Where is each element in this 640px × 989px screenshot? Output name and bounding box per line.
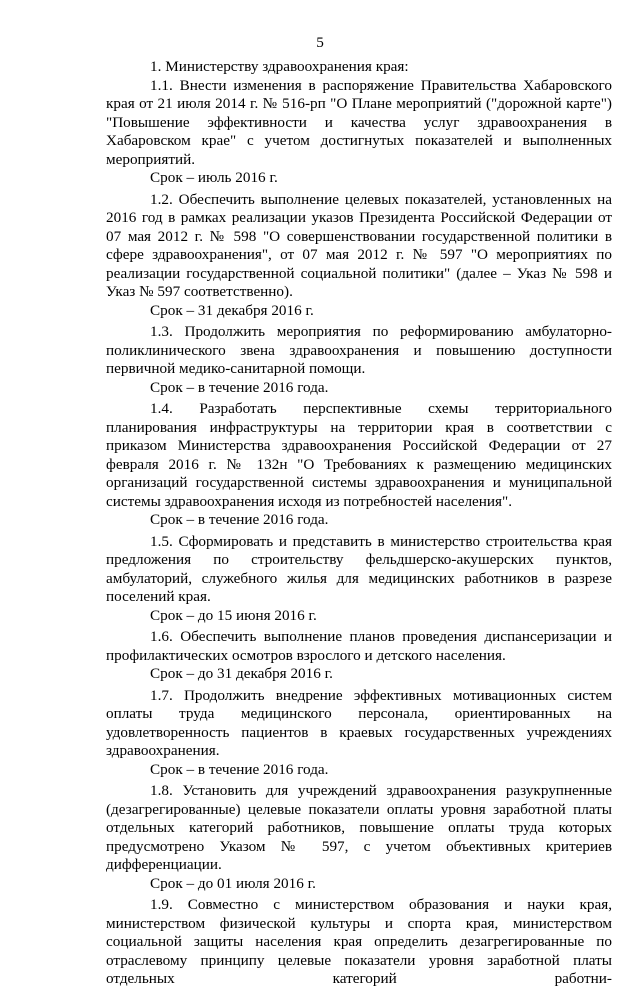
deadline-line: Срок – до 15 июня 2016 г.: [150, 606, 317, 624]
paragraph: 1.5. Сформировать и представить в министерство строительства края предложения по строительству фельдшерско-акушерских пунктов, амбулаторий, служебного жилья для медицинских работников в разрезе поселений края.: [106, 532, 612, 605]
paragraph: 1.2. Обеспечить выполнение целевых показателей, установленных на 2016 год в рамках реализации указов Президента Российской Федерации от 07 мая 2012 г. № 598 "О совершенствовании государственной политики в сфере здравоохранения", от 07 мая 2012 г. № 597 "О мероприятиях по реализации государственной социальной политики" (далее – Указ № 598 и Указ № 597 соответственно).: [106, 190, 612, 300]
deadline-line: Срок – в течение 2016 года.: [150, 378, 329, 396]
paragraph: 1.1. Внести изменения в распоряжение Правительства Хабаровского края от 21 июля 2014 г. № 516-рп "О Плане мероприятий ("дорожной карте") "Повышение эффективности и качества услуг здравоохранения в Хабаровском крае" с учетом достигнутых показателей и выполненных мероприятий.: [106, 76, 612, 168]
paragraph: 1. Министерству здравоохранения края:: [150, 58, 409, 75]
deadline-line: Срок – в течение 2016 года.: [150, 511, 329, 528]
deadline-line: Срок – до 31 декабря 2016 г.: [150, 665, 333, 682]
deadline-line: Срок – 31 декабря 2016 г.: [150, 301, 314, 319]
paragraph: 1.6. Обеспечить выполнение планов проведения диспансеризации и профилактических осмотров взрослого и детского населения.: [106, 628, 612, 664]
deadline-line: Срок – июль 2016 г.: [150, 169, 278, 186]
page-number: 5: [316, 34, 324, 51]
paragraph: 1.4. Разработать перспективные схемы территориального планирования инфраструктуры на территории края в соответствии с приказом Министерства здравоохранения Российской Федерации от 27 февраля 2016 г. № 132н "О Требованиях к размещению медицинских организаций государственной системы здравоохранения и муниципальной системы здравоохранения исходя из потребностей населения".: [106, 400, 612, 510]
paragraph: 1.7. Продолжить внедрение эффективных мотивационных систем оплаты труда медицинского персонала, ориентированных на удовлетворенность пациентов в краевых государственных учреждениях здравоохранения.: [106, 686, 612, 759]
deadline-line: Срок – до 01 июля 2016 г.: [150, 874, 316, 892]
deadline-line: Срок – в течение 2016 года.: [150, 760, 329, 778]
paragraph: 1.3. Продолжить мероприятия по реформированию амбулаторно-поликлинического звена здравоохранения и повышению доступности первичной медико-санитарной помощи.: [106, 323, 612, 377]
document-body: [106, 58, 612, 989]
paragraph: 1.9. Совместно с министерством образования и науки края, министерством физической культуры и спорта края, министерством социальной защиты населения края определить дезагрегированные по отраслевому принципу целевые показатели уровня заработной платы отдельных категорий работни-: [106, 896, 612, 987]
paragraph: 1.8. Установить для учреждений здравоохранения разукрупненные (дезагрегированные) целевые показатели оплаты уровня заработной платы отдельных категорий работников, повышение оплаты труда которых предусмотрено Указом № 597, с учетом объективных критериев дифференциации.: [106, 782, 612, 873]
